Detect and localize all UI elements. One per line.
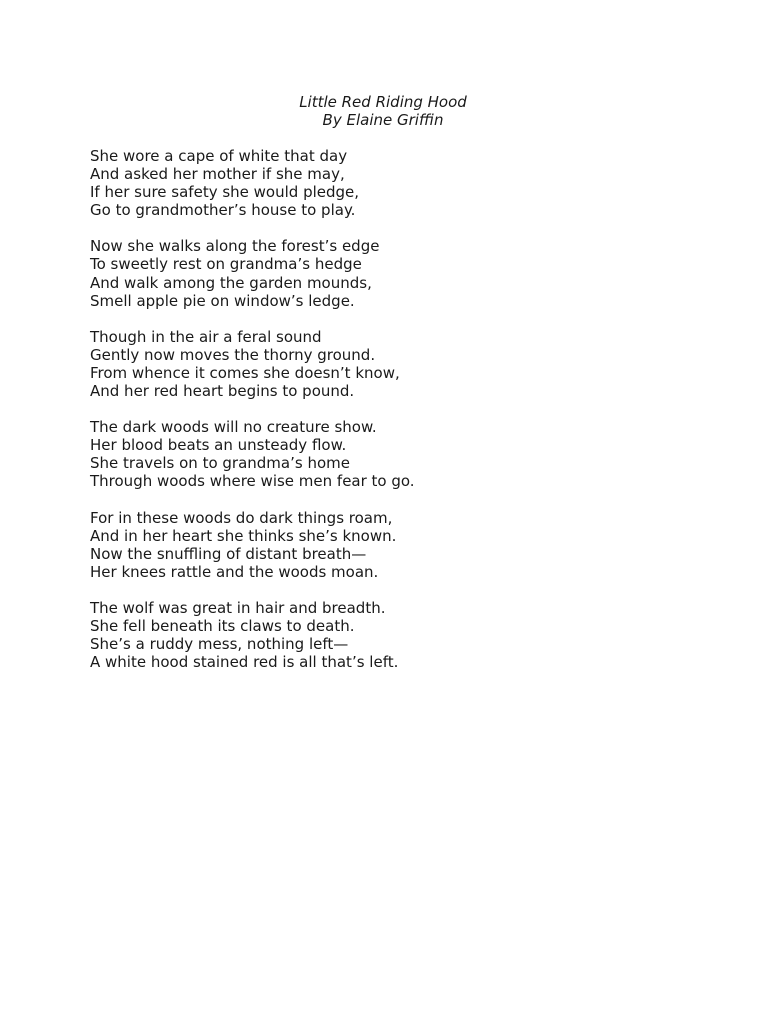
poem-line: Gently now moves the thorny ground.	[90, 345, 376, 364]
poem-line: Go to grandmother’s house to play.	[90, 201, 356, 220]
poem-line: The wolf was great in hair and breadth.	[90, 598, 386, 617]
poem-line: And in her heart she thinks she’s known.	[90, 526, 397, 545]
poem-line: The dark woods will no creature show.	[90, 418, 377, 437]
poem-header	[0, 93, 768, 129]
poem-line: She fell beneath its claws to death.	[90, 616, 355, 635]
poem-line: If her sure safety she would pledge,	[90, 183, 360, 202]
poem-author: By Elaine Griffin	[322, 111, 444, 129]
stanza	[90, 328, 690, 400]
poem-line: Through woods where wise men fear to go.	[90, 472, 415, 491]
poem-body	[90, 147, 690, 689]
poem-line: She wore a cape of white that day	[90, 147, 348, 165]
poem-title: Little Red Riding Hood	[299, 93, 467, 111]
poem-line: For in these woods do dark things roam,	[90, 508, 393, 527]
stanza	[90, 599, 690, 671]
poem-line: Her blood beats an unsteady flow.	[90, 436, 347, 455]
poem-line: Now the snuffling of distant breath—	[90, 544, 367, 563]
poem-line: A white hood stained red is all that’s left.	[90, 653, 399, 672]
poem-line: To sweetly rest on grandma’s hedge	[90, 255, 362, 274]
poem-line: Her knees rattle and the woods moan.	[90, 562, 379, 581]
poem-line: She’s a ruddy mess, nothing left—	[90, 635, 349, 654]
poem-line: And walk among the garden mounds,	[90, 273, 372, 292]
stanza	[90, 509, 690, 581]
poem-line: Now she walks along the forest’s edge	[90, 237, 380, 256]
poem-line: Smell apple pie on window’s ledge.	[90, 291, 355, 310]
poem-line: She travels on to grandma’s home	[90, 454, 350, 473]
poem-line: Though in the air a feral sound	[90, 327, 322, 346]
poem-line: And her red heart begins to pound.	[90, 382, 355, 401]
stanza	[90, 147, 690, 219]
stanza	[90, 418, 690, 490]
stanza	[90, 237, 690, 309]
poem-line: From whence it comes she doesn’t know,	[90, 363, 400, 382]
poem-line: And asked her mother if she may,	[90, 165, 345, 184]
